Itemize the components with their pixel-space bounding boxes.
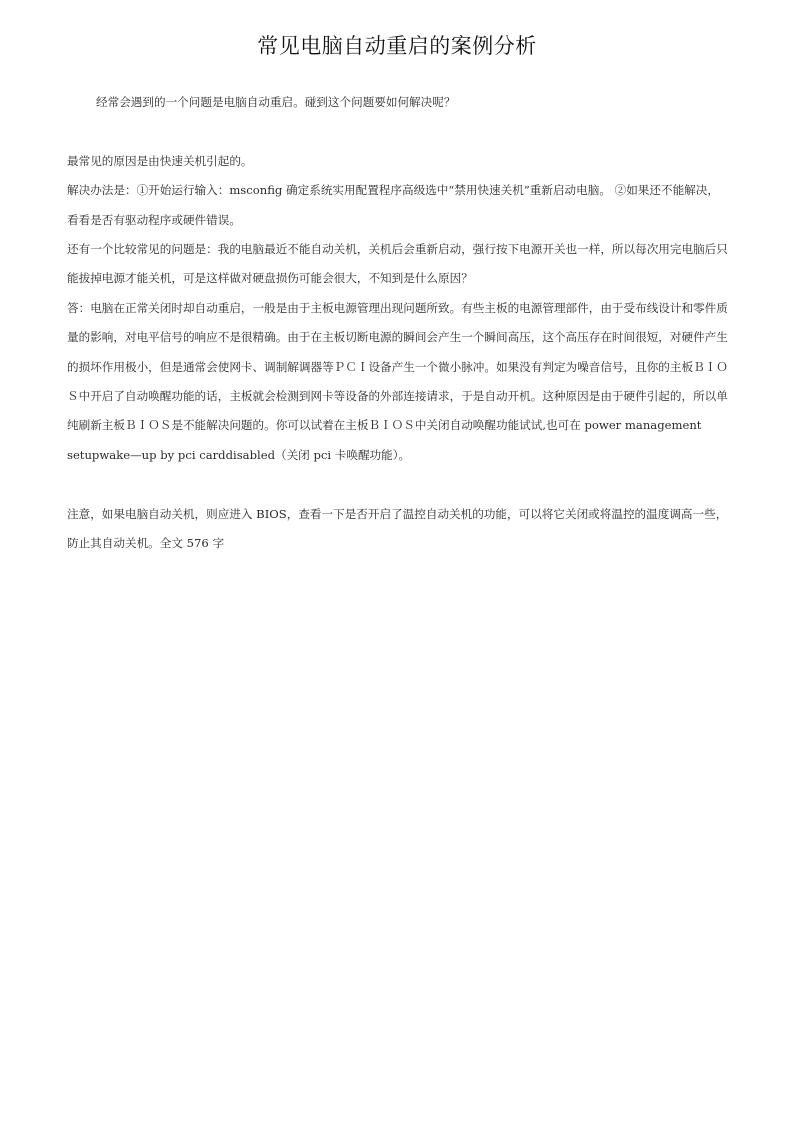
question-paragraph: 还有一个比较常见的问题是：我的电脑最近不能自动关机，关机后会重新启动，强行按下电源开关也一样，所以每次用完电脑后只能拔掉电源才能关机，可是这样做对硬盘损伤可能会很大，不知到是什么原因？ [67, 242, 728, 286]
note-paragraph: 注意，如果电脑自动关机，则应进入 BIOS，查看一下是否开启了温控自动关机的功能，可以将它关闭或将温控的温度调高一些，防止其自动关机。全文 576 字 [67, 506, 728, 551]
solution-paragraph: 解决办法是：①开始运行输入：msconfig 确定系统实用配置程序高级选中“禁用快速关机”重新启动电脑。 ②如果还不能解决，看看是否有驱动程序或硬件错误。 [67, 183, 719, 227]
cause-paragraph: 最常见的原因是由快速关机引起的。 [67, 153, 253, 168]
document-body [67, 88, 729, 558]
answer-paragraph: 答：电脑在正常关闭时却自动重启，一般是由于主板电源管理出现问题所致。有些主板的电源管理部件，由于受布线设计和零件质量的影响，对电平信号的响应不是很精确。由于在主板切断电源的瞬间会产生一个瞬间高压，这个高压存在时间很短，对硬件产生的损坏作用极小，但是通常会使网卡、调制解调器等ＰＣＩ设备产生一个微小脉冲。如果没有判定为噪音信号，且你的主板ＢＩＯＳ中开启了自动唤醒功能的话，主板就会检测到网卡等设备的外部连接请求，于是自动开机。这种原因是由于硬件引起的，所以单纯刷新主板ＢＩＯＳ是不能解决问题的。你可以试着在主板ＢＩＯＳ中关闭自动唤醒功能试试,也可在 power management setupwake—up by pci carddisabled（关闭 pci 卡唤醒功能）。 [67, 300, 728, 462]
document-title: 常见电脑自动重启的案例分析 [257, 34, 537, 58]
intro-paragraph: 经常会遇到的一个问题是电脑自动重启。碰到这个问题要如何解决呢？ [96, 95, 456, 109]
